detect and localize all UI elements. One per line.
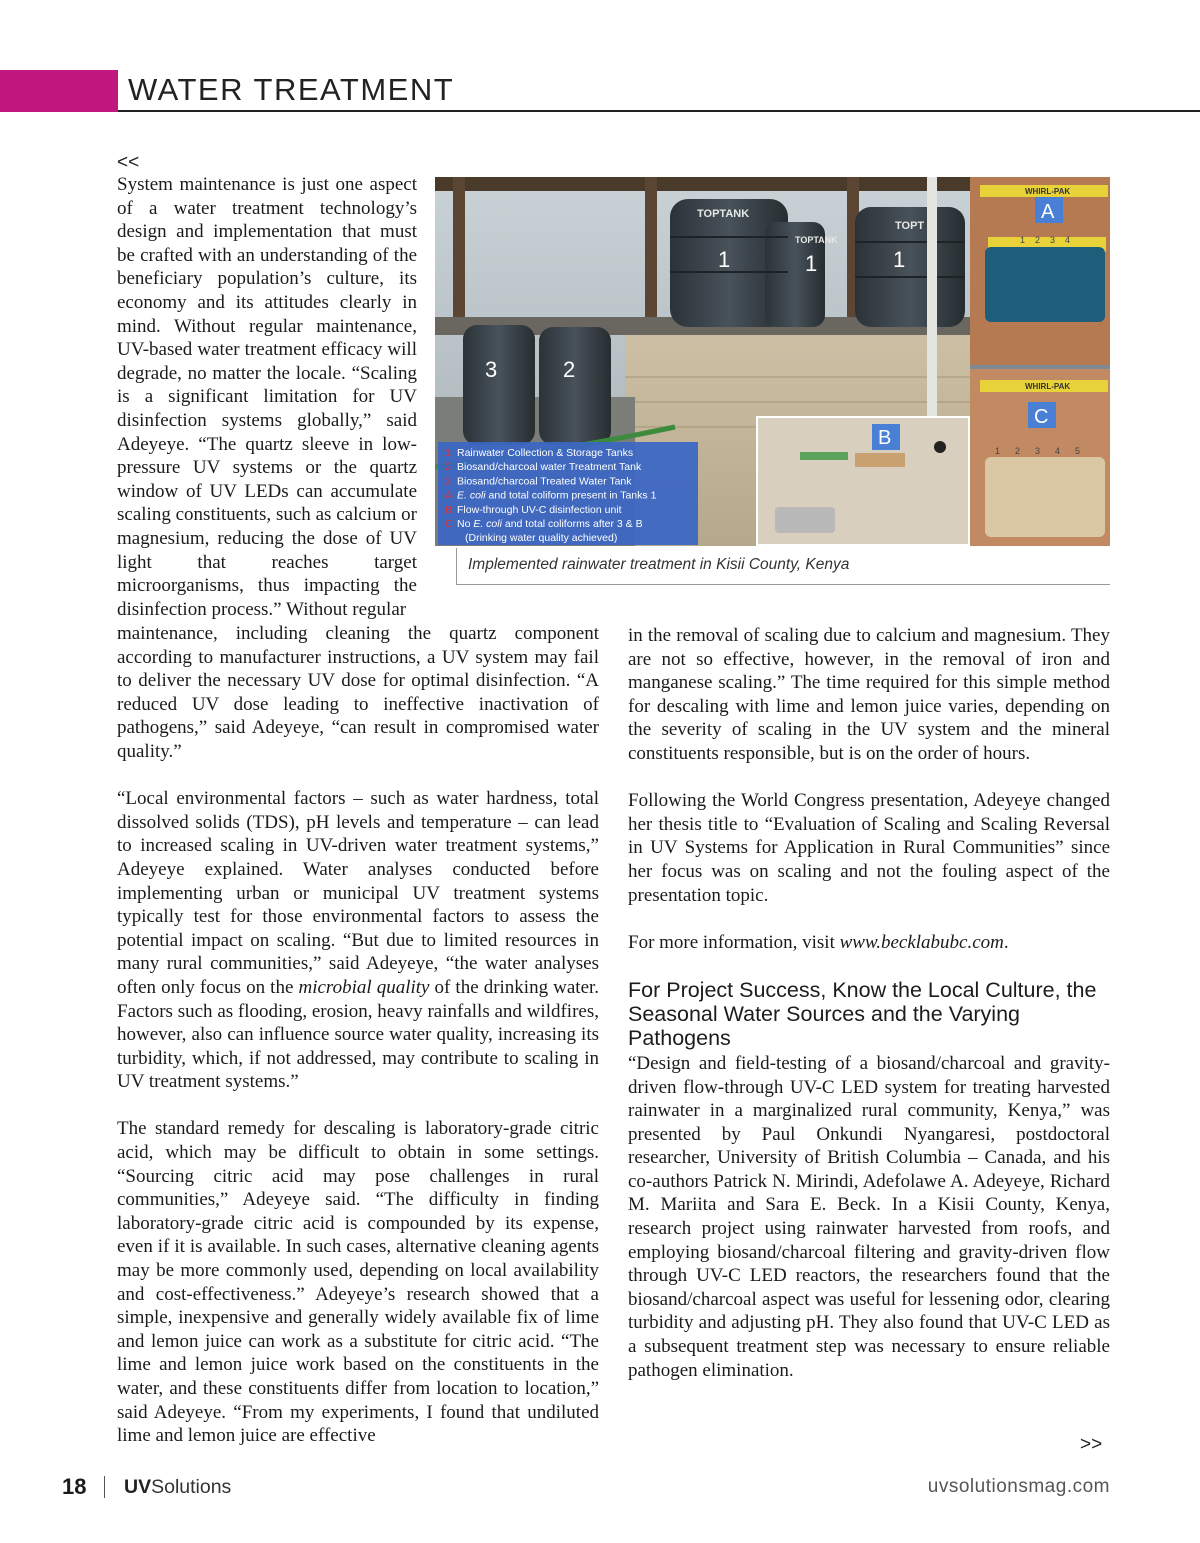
tank-label: 2 [563,357,576,382]
legend-marker: B [445,503,453,516]
panel-label-a: A [1041,201,1055,223]
body-paragraph: “Design and field-testing of a biosand/charcoal and gravity-driven flow-through UV-C LED system for treating harvested rainwater in a marginalized rural community, Kenya,” was presented by Paul Onkundi Nyangaresi, postdoctoral researcher, University of British Columbia – Canada, and his co-authors Patrick N. Mirindi, Adefolawe A. Adeyeye, Richard M. Mariita and Sara E. Beck. In a Kisii County, Kenya, research project using rainwater harvested from roofs, and employing biosand/charcoal filtering and gravity-driven flow through UV-C LED reactors, the researchers found that the biosand/charcoal aspect was useful for lessening odor, clearing turbidity and adjusting pH. They also found that UV-C LED as a subsequent treatment step was necessary to ensure reliable pathogen elimination. [628,1052,1110,1381]
page-number: 18 [62,1474,87,1499]
legend-text: (Drinking water quality achieved) [465,532,618,545]
magazine-brand [124,1476,231,1499]
legend-text: Biosand/charcoal Treated Water Tank [457,475,632,488]
legend-text: E. coli and total coliform present in Tanks 1 [457,489,657,502]
bag-number: 3 [1035,446,1041,456]
legend-text: No E. coli and total coliforms after 3 & B [457,518,643,530]
website-url[interactable]: uvsolutionsmag.com [927,1476,1110,1497]
body-paragraph: in the removal of scaling due to calcium and magnesium. They are not so effective, however, in the removal of iron and manganese scaling.” The time required for this simple method for descaling with lime and lemon juice varies, depending on the severity of scaling in the UV system and the mineral constituents responsible, but is on the order of hours. [628,625,1110,764]
bag-number: 1 [1020,235,1026,245]
text-run: For more information, visit [628,931,835,953]
header-rule [118,110,1200,112]
left-column [117,622,599,1448]
body-paragraph: Following the World Congress presentation, Adeyeye changed her thesis title to “Evaluation of Scaling and Scaling Reversal in UV Systems for Application in Rural Communities” since her focus was on scaling and not the fouling aspect of the presentation topic. [628,790,1110,906]
text-run: “Local environmental factors – such as water hardness, total dissolved solids (TDS), pH levels and temperature – can lead to increased scaling in UV-driven water treatment systems,” Adeyeye explained. Water analyses conducted before implementing urban or municipal UV treatment systems typically test for those environmental factors to assess the potential impact on scaling. “But due to limited resources in many rural communities,” said Adeyeye, “the water analyses often only focus on the [117,788,599,998]
legend-marker: 1 [445,447,451,459]
bag-number: 1 [995,446,1001,456]
bag-number: 4 [1055,446,1061,456]
body-paragraph [628,931,1110,955]
footer-divider [104,1476,105,1498]
bag-number: 2 [1015,446,1021,456]
panel-label-b: B [878,427,892,449]
bag-number: 3 [1050,235,1056,245]
caption-rule [456,548,457,584]
bag-number: 2 [1035,235,1041,245]
tank-label: 1 [718,247,731,272]
right-column [628,624,1110,1382]
next-page-link[interactable]: >> [1080,1434,1103,1455]
tank-brand-text: TOPT [895,220,925,232]
tank-label: 3 [485,357,498,382]
rainwater-treatment-photo [435,177,1110,546]
brand-regular: Solutions [151,1476,232,1498]
bag-number: 4 [1065,235,1071,245]
panel-label-c: C [1034,406,1049,428]
tank-brand-text: TOPTANK [697,208,750,220]
legend-text: Rainwater Collection & Storage Tanks [457,447,634,459]
section-color-bar [0,70,118,112]
text-run: of the drinking water. Factors such as flooding, erosion, heavy rainfalls and wildfires, however, also can influence source water quality, increasing its turbidity, which, if not addressed, may contribute to scaling in UV treatment systems.” [117,976,600,1093]
figure-caption: Implemented rainwater treatment in Kisii County, Kenya [468,556,850,573]
caption-rule [456,584,1110,585]
section-title: WATER TREATMENT [128,72,455,107]
bag-brand-text: WHIRL-PAK [1025,382,1071,391]
brand-bold: UV [124,1476,152,1498]
tank-brand-text: TOPTANK [795,235,838,245]
body-paragraph: maintenance, including cleaning the quartz component according to manufacturer instructions, a UV system may fail to deliver the necessary UV dose for optimal disinfection. “A reduced UV dose leading to ineffective inactivation of pathogens,” said Adeyeye, “can result in compromised water quality.” [117,623,599,762]
bag-number: 5 [1075,446,1081,456]
body-paragraph [117,787,599,1094]
legend-marker: 3 [445,475,451,488]
text-run: . [1003,931,1009,953]
legend-marker: 2 [445,461,451,474]
section-subheading: For Project Success, Know the Local Culture, the Seasonal Water Sources and the Varying Pathogens [628,977,1097,1050]
legend-marker: C [445,518,453,530]
emphasis-text: microbial quality [298,976,430,998]
legend-text: Flow-through UV-C disinfection unit [457,503,622,516]
bag-brand-text: WHIRL-PAK [1025,187,1071,196]
tank-label: 1 [893,247,906,272]
legend-text: Biosand/charcoal water Treatment Tank [457,461,642,474]
intro-paragraph: System maintenance is just one aspect of a water treatment technology’s design and implementation that must be crafted with an understanding of the beneficiary population’s culture, its economy and its attitudes clearly in mind. Without regular maintenance, UV-based water treatment efficacy will degrade, no matter the locale. “Scaling is a significant limitation for UV disinfection systems globally,” said Adeyeye. “The quartz sleeve in low-pressure UV systems or the quartz window of UV LEDs can accumulate scaling constituents, such as calcium or magnesium, reducing the dose of UV light that reaches target microorganisms, thus impacting the disinfection process.” Without regular [117,174,417,620]
tank-label: 1 [805,251,818,276]
previous-page-link[interactable]: << [117,152,140,173]
website-link[interactable]: www.becklabubc.com [839,931,1004,953]
legend-marker: A [445,489,453,502]
body-paragraph: The standard remedy for descaling is laboratory-grade citric acid, which may be difficult to obtain in some settings. “Sourcing citric acid may pose challenges in rural communities,” Adeyeye said. “The difficulty in finding laboratory-grade citric acid is compounded by its expense, even if it is available. In such cases, alternative cleaning agents may be more commonly used, depending on local availability and cost-effectiveness.” Adeyeye’s research showed that a simple, inexpensive and generally widely available fix of lime and lemon juice can work as a substitute for citric acid. “The lime and lemon juice work based on the constituents in the water, and these constituents differ from location to location,” said Adeyeye. “From my experiments, I found that undiluted lime and lemon juice are effective [117,1118,599,1447]
